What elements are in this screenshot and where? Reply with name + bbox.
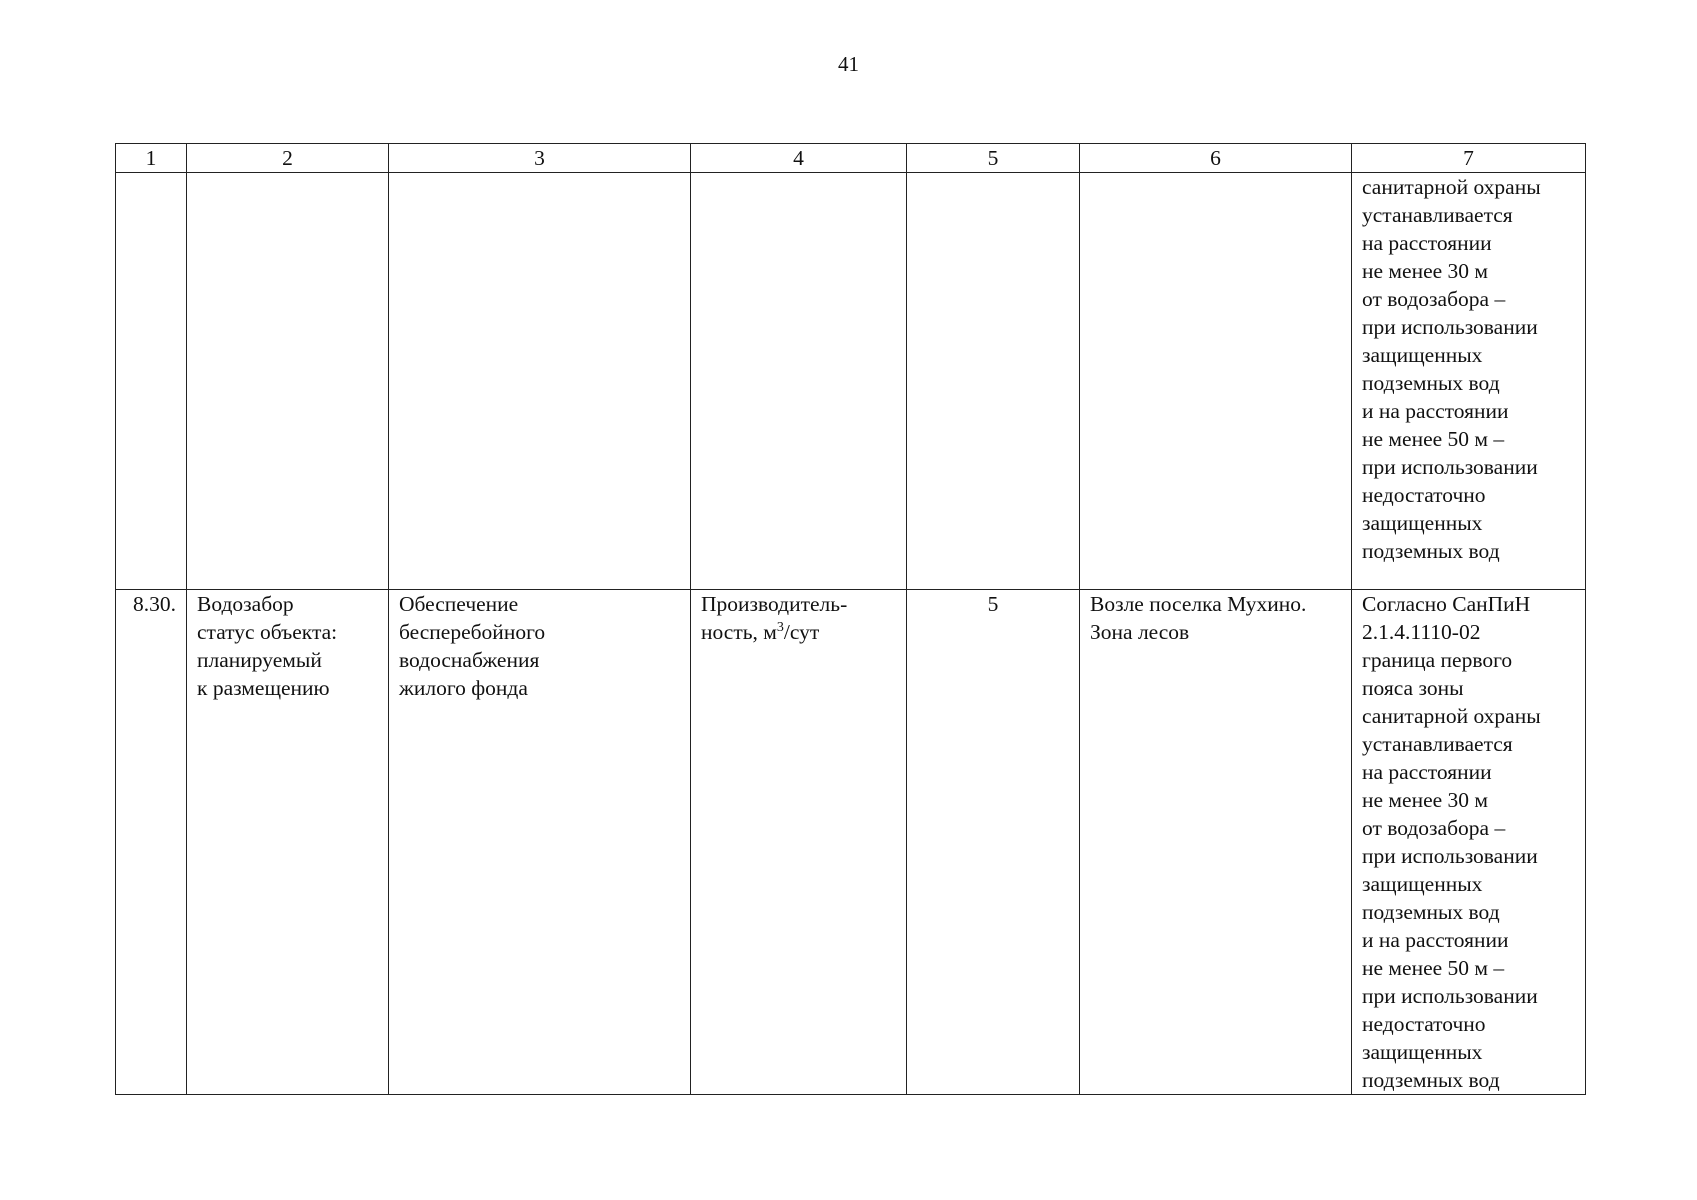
column-header-6: 6 — [1080, 144, 1352, 173]
data-table — [115, 143, 1586, 1095]
cell-value: 5 — [907, 590, 1080, 1095]
cell-location — [1080, 590, 1352, 1095]
table-row-8-30 — [116, 590, 1586, 1095]
text-line: защищенных — [1362, 511, 1483, 535]
column-header-7: 7 — [1352, 144, 1586, 173]
text-line: не менее 50 м – — [1362, 956, 1505, 980]
unit-prefix: ность, м — [701, 620, 777, 644]
text-line: Возле поселка Мухино. — [1090, 592, 1307, 616]
text-line: планируемый — [197, 648, 322, 672]
text-line: подземных вод — [1362, 539, 1500, 563]
text-line: на расстоянии — [1362, 760, 1492, 784]
cell-sanitary-zone-continued — [1352, 173, 1586, 590]
column-header-4: 4 — [691, 144, 907, 173]
text-line: на расстоянии — [1362, 231, 1492, 255]
text-line: Производитель- — [701, 592, 848, 616]
text-line: граница первого — [1362, 648, 1513, 672]
unit-superscript: 3 — [776, 619, 784, 635]
cell-empty — [187, 173, 389, 590]
text-line: санитарной охраны — [1362, 175, 1541, 199]
cell-row-number: 8.30. — [116, 590, 187, 1095]
cell-empty — [691, 173, 907, 590]
cell-characteristic — [691, 590, 907, 1095]
text-line: при использовании — [1362, 844, 1538, 868]
text-line: при использовании — [1362, 984, 1538, 1008]
column-header-2: 2 — [187, 144, 389, 173]
text-line: не менее 30 м — [1362, 259, 1489, 283]
text-line: не менее 30 м — [1362, 788, 1489, 812]
table-row-continuation — [116, 173, 1586, 590]
text-line: подземных вод — [1362, 900, 1500, 924]
column-header-1: 1 — [116, 144, 187, 173]
text-line: санитарной охраны — [1362, 704, 1541, 728]
cell-empty — [116, 173, 187, 590]
text-line-with-unit — [701, 618, 896, 646]
text-line: недостаточно — [1362, 483, 1486, 507]
text-line: при использовании — [1362, 315, 1538, 339]
text-line: устанавливается — [1362, 732, 1513, 756]
page-number: 41 — [838, 52, 859, 76]
unit-suffix: /сут — [783, 620, 820, 644]
text-line: Обеспечение — [399, 592, 519, 616]
cell-empty — [907, 173, 1080, 590]
cell-purpose — [389, 590, 691, 1095]
text-line: жилого фонда — [399, 676, 528, 700]
text-line: бесперебойного — [399, 620, 546, 644]
text-line: и на расстоянии — [1362, 399, 1509, 423]
text-line: не менее 50 м – — [1362, 427, 1505, 451]
cell-empty — [1080, 173, 1352, 590]
text-line: Зона лесов — [1090, 620, 1190, 644]
text-line: защищенных — [1362, 1040, 1483, 1064]
cell-empty — [389, 173, 691, 590]
text-line: Согласно СанПиН — [1362, 592, 1531, 616]
text-line: статус объекта: — [197, 620, 338, 644]
text-line: Водозабор — [197, 592, 294, 616]
text-line: 2.1.4.1110-02 — [1362, 620, 1481, 644]
text-line: пояса зоны — [1362, 676, 1464, 700]
text-line: недостаточно — [1362, 1012, 1486, 1036]
text-line: подземных вод — [1362, 371, 1500, 395]
text-line: защищенных — [1362, 872, 1483, 896]
text-line: к размещению — [197, 676, 330, 700]
column-header-3: 3 — [389, 144, 691, 173]
text-line: защищенных — [1362, 343, 1483, 367]
text-line: водоснабжения — [399, 648, 540, 672]
text-line: и на расстоянии — [1362, 928, 1509, 952]
cell-sanitary-zone — [1352, 590, 1586, 1095]
cell-object-name — [187, 590, 389, 1095]
text-line: от водозабора – — [1362, 816, 1506, 840]
table-header-row — [116, 144, 1586, 173]
column-header-5: 5 — [907, 144, 1080, 173]
text-line: устанавливается — [1362, 203, 1513, 227]
text-line: от водозабора – — [1362, 287, 1506, 311]
text-line: подземных вод — [1362, 1068, 1500, 1092]
text-line: при использовании — [1362, 455, 1538, 479]
